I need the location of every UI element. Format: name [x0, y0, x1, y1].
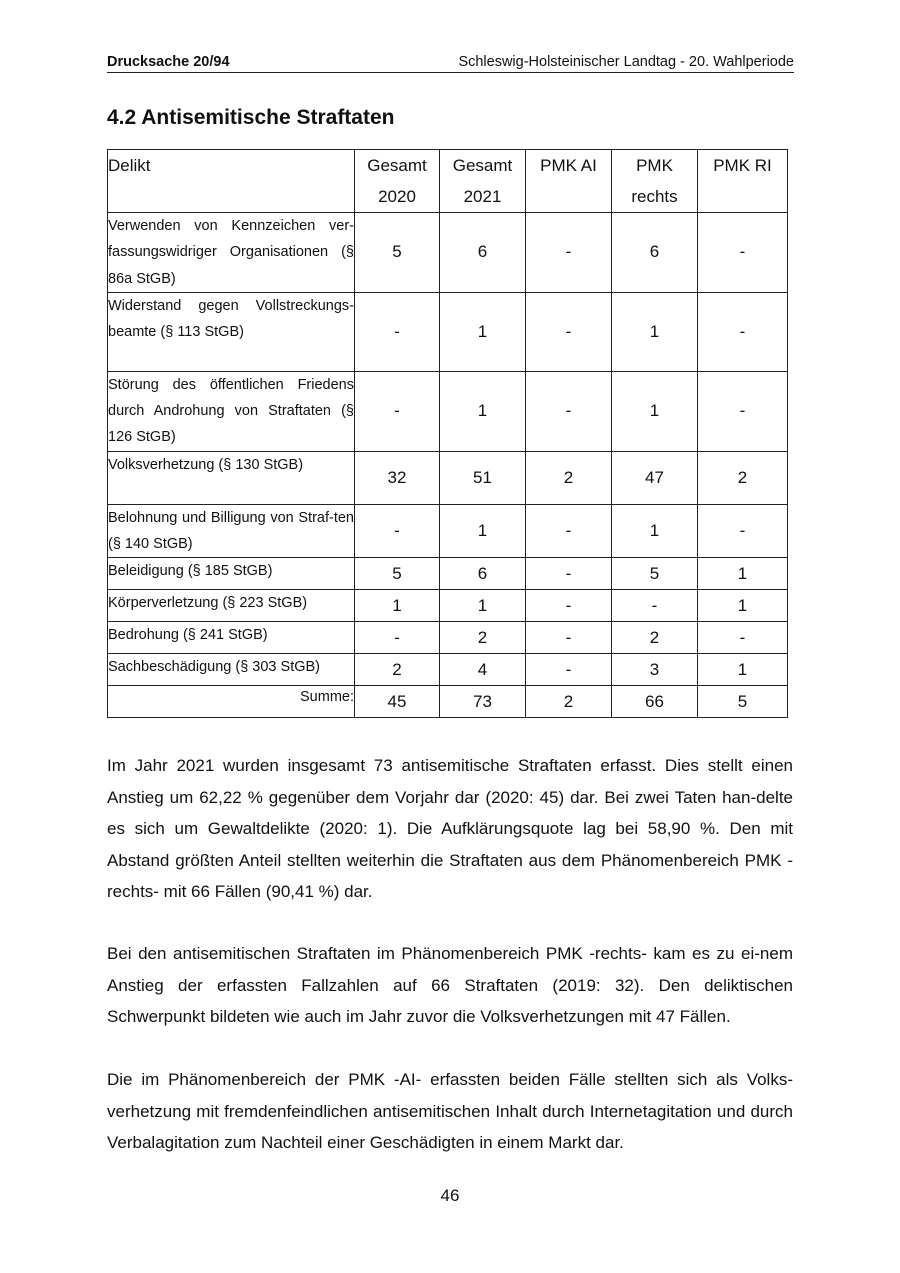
table-cell: -: [526, 558, 612, 590]
section-title: 4.2 Antisemitische Straftaten: [107, 106, 395, 129]
table-cell: -: [698, 371, 788, 451]
table-row: [108, 292, 788, 371]
sum-row: [108, 686, 788, 718]
table-cell: 1: [440, 504, 526, 558]
table-cell: -: [526, 590, 612, 622]
table-cell: 1: [612, 504, 698, 558]
table-cell: 1: [612, 292, 698, 371]
table-row: [108, 451, 788, 504]
table-row: [108, 654, 788, 686]
offense-label: Sachbeschädigung (§ 303 StGB): [108, 654, 355, 686]
offense-label: Körperverletzung (§ 223 StGB): [108, 590, 355, 622]
table-cell: 4: [440, 654, 526, 686]
table-cell: -: [698, 504, 788, 558]
table-cell: -: [355, 292, 440, 371]
offense-label: Verwenden von Kennzeichen ver-fassungswidriger Organisationen (§ 86a StGB): [108, 213, 355, 293]
sum-cell: 45: [355, 686, 440, 718]
table-cell: -: [355, 622, 440, 654]
table-cell: 51: [440, 451, 526, 504]
table-cell: 3: [612, 654, 698, 686]
page-number: 46: [440, 1186, 460, 1205]
table-cell: 1: [698, 558, 788, 590]
table-cell: 1: [440, 292, 526, 371]
table-cell: 5: [355, 213, 440, 293]
table-cell: -: [612, 590, 698, 622]
column-header: Gesamt 2021: [440, 150, 526, 213]
table-cell: -: [698, 622, 788, 654]
table-cell: 5: [612, 558, 698, 590]
table-cell: 1: [440, 371, 526, 451]
column-header: PMK AI: [526, 150, 612, 213]
table-cell: -: [526, 371, 612, 451]
table-row: [108, 558, 788, 590]
body-paragraph: Im Jahr 2021 wurden insgesamt 73 antisemitische Straftaten erfasst. Dies stellt einen Anstieg um 62,22 % gegenüber dem Vorjahr dar (2020: 45) dar. Bei zwei Taten han-delte es sich um Gewaltdelikte (2020: 1). Die Aufklärungsquote lag bei 58,90 %. Den mit Abstand größten Anteil stellten weiterhin die Straftaten aus dem Phänomenbereich PMK -rechts- mit 66 Fällen (90,41 %) dar.: [107, 756, 793, 901]
table-cell: 6: [440, 558, 526, 590]
table-cell: -: [526, 292, 612, 371]
table-cell: 2: [612, 622, 698, 654]
table-cell: -: [355, 504, 440, 558]
offense-label: Beleidigung (§ 185 StGB): [108, 558, 355, 590]
table-cell: 2: [355, 654, 440, 686]
table-cell: 1: [698, 590, 788, 622]
table-cell: 1: [355, 590, 440, 622]
column-header: Gesamt 2020: [355, 150, 440, 213]
table-cell: 2: [526, 451, 612, 504]
table-cell: -: [526, 504, 612, 558]
table-row: [108, 590, 788, 622]
table-cell: 1: [440, 590, 526, 622]
table-cell: -: [698, 292, 788, 371]
table-header-row: [108, 150, 788, 213]
table-cell: 6: [612, 213, 698, 293]
sum-cell: 5: [698, 686, 788, 718]
offense-label: Bedrohung (§ 241 StGB): [108, 622, 355, 654]
table-cell: 1: [612, 371, 698, 451]
body-paragraph: Die im Phänomenbereich der PMK -AI- erfassten beiden Fälle stellten sich als Volks-verhetzung mit fremdenfeindlichen antisemitischen Inhalt durch Internetagitation und durch Verbalagitation zum Nachteil einer Geschädigten in einem Markt dar.: [107, 1070, 793, 1152]
table-cell: -: [355, 371, 440, 451]
table-cell: 1: [698, 654, 788, 686]
table-cell: 2: [698, 451, 788, 504]
table-cell: 2: [440, 622, 526, 654]
offense-label: Störung des öffentlichen Friedens durch Androhung von Straftaten (§ 126 StGB): [108, 371, 355, 451]
offense-label: Belohnung und Billigung von Straf-ten (§ 140 StGB): [108, 504, 355, 558]
sum-cell: 66: [612, 686, 698, 718]
table-cell: 5: [355, 558, 440, 590]
document-reference: Drucksache 20/94: [107, 54, 230, 70]
body-paragraph: Bei den antisemitischen Straftaten im Phänomenbereich PMK -rechts- kam es zu ei-nem Anstieg der erfassten Fallzahlen auf 66 Straftaten (2019: 32). Den deliktischen Schwerpunkt bildeten wie auch im Jahr zuvor die Volksverhetzungen mit 47 Fällen.: [107, 944, 793, 1026]
offense-table: [107, 149, 788, 718]
column-header: Delikt: [108, 150, 355, 213]
table-row: [108, 622, 788, 654]
offense-label: Widerstand gegen Vollstreckungs-beamte (§ 113 StGB): [108, 292, 355, 371]
table-cell: -: [526, 622, 612, 654]
table-row: [108, 371, 788, 451]
page-header: [107, 54, 794, 73]
offense-label: Volksverhetzung (§ 130 StGB): [108, 451, 355, 504]
column-header: PMK RI: [698, 150, 788, 213]
sum-cell: 2: [526, 686, 612, 718]
table-row: [108, 504, 788, 558]
sum-label: Summe:: [108, 686, 355, 718]
table-row: [108, 213, 788, 293]
table-cell: 6: [440, 213, 526, 293]
sum-cell: 73: [440, 686, 526, 718]
table-cell: 47: [612, 451, 698, 504]
column-header: PMK rechts: [612, 150, 698, 213]
table-cell: -: [526, 654, 612, 686]
parliament-title: Schleswig-Holsteinischer Landtag - 20. Wahlperiode: [458, 54, 794, 70]
table-cell: -: [698, 213, 788, 293]
table-cell: -: [526, 213, 612, 293]
table-cell: 32: [355, 451, 440, 504]
